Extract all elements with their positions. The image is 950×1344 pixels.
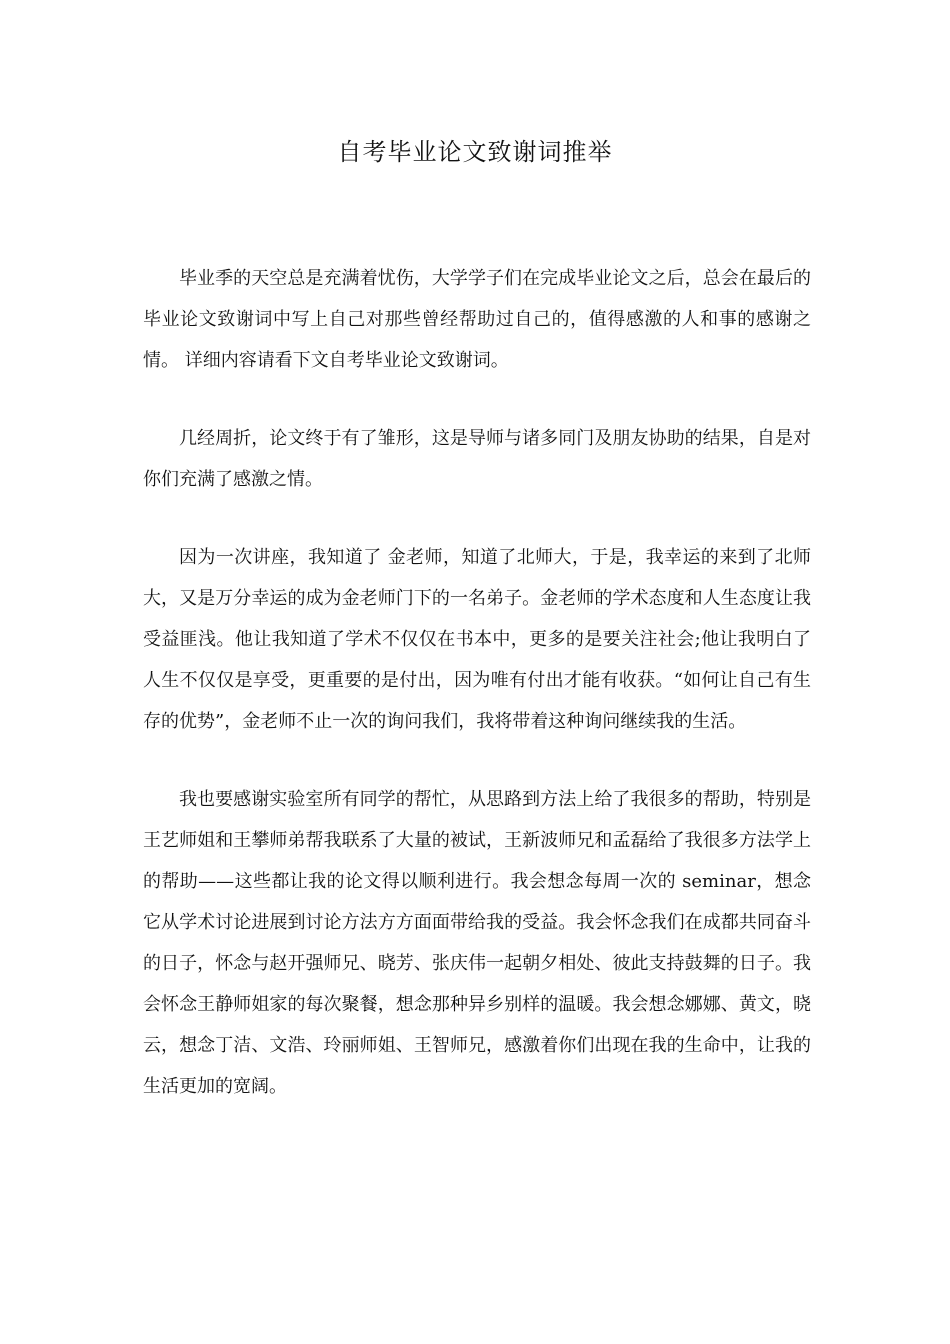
document-body [143, 258, 811, 1107]
paragraph-labmates: 我也要感谢实验室所有同学的帮忙，从思路到方法上给了我很多的帮助，特别是王艺师姐和王攀师弟帮我联系了大量的被试，王新波师兄和孟磊给了我很多方法学上的帮助——这些都让我的论文得以顺利进行。我会想念每周一次的 seminar，想念它从学术讨论进展到讨论方法方方面面带给我的受益。我会怀念我们在成都共同奋斗的日子，怀念与赵开强师兄、晓芳、张庆伟一起朝夕相处、彼此支持鼓舞的日子。我会怀念王静师姐家的每次聚餐，想念那种异乡别样的温暖。我会想念娜娜、黄文，晓云，想念丁洁、文浩、玲丽师姐、王智师兄，感激着你们出现在我的生命中，让我的生活更加的宽阔。 [143, 789, 811, 1097]
document-title: 自考毕业论文致谢词推举 [337, 138, 613, 166]
paragraph-gratitude: 几经周折，论文终于有了雏形，这是导师与诸多同门及朋友协助的结果，自是对你们充满了感激之情。 [143, 428, 811, 490]
paragraph-intro: 毕业季的天空总是充满着忧伤，大学学子们在完成毕业论文之后，总会在最后的毕业论文致谢词中写上自己对那些曾经帮助过自己的，值得感激的人和事的感谢之情。 详细内容请看下文自考毕业论文致谢词。 [143, 268, 811, 371]
paragraph-advisor: 因为一次讲座，我知道了 金老师，知道了北师大，于是，我幸运的来到了北师大，又是万分幸运的成为金老师门下的一名弟子。金老师的学术态度和人生态度让我受益匪浅。他让我知道了学术不仅仅在书本中，更多的是要关注社会;他让我明白了人生不仅仅是享受，更重要的是付出，因为唯有付出才能有收获。“如何让自己有生存的优势”，金老师不止一次的询问我们，我将带着这种询问继续我的生活。 [143, 547, 811, 732]
